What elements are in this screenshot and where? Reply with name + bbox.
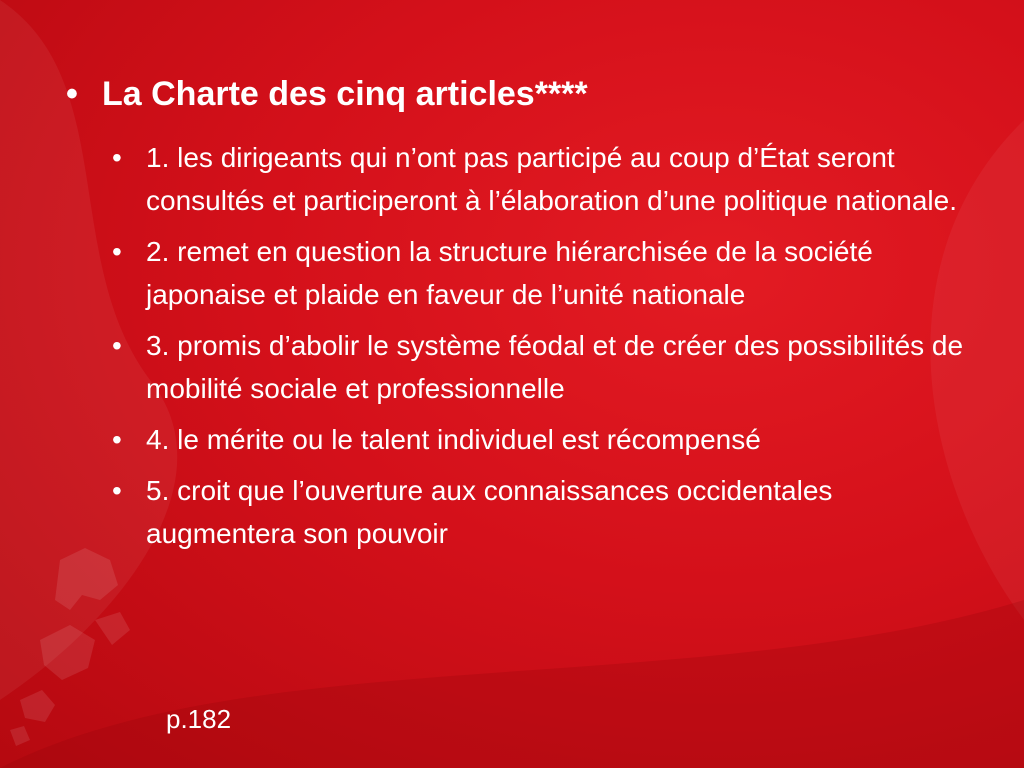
list-item [112, 418, 982, 461]
list-item-text: 2. remet en question la structure hiérarchisée de la société japonaise et plaide en faveur de l’unité nationale [146, 236, 873, 310]
item-bullet: • [112, 424, 122, 455]
list-item [112, 136, 982, 222]
list-item-text: 3. promis d’abolir le système féodal et de créer des possibilités de mobilité sociale et professionnelle [146, 330, 964, 404]
list-item [112, 469, 982, 555]
item-bullet: • [112, 475, 122, 506]
page-reference: p.182 [166, 704, 232, 734]
item-bullet: • [112, 236, 122, 267]
list-item-text: 1. les dirigeants qui n’ont pas participé au coup d’État seront consultés et participeront à l’élaboration d’une politique nationale. [146, 142, 957, 216]
title-text: La Charte des cinq articles**** [102, 75, 588, 113]
item-bullet: • [112, 330, 122, 361]
item-bullet: • [112, 142, 122, 173]
list-item [112, 230, 982, 316]
list-item [112, 324, 982, 410]
title-bullet: • [66, 75, 78, 113]
articles-list [112, 136, 982, 563]
list-item-text: 5. croit que l’ouverture aux connaissances occidentales augmentera son pouvoir [146, 475, 833, 549]
list-item-text: 4. le mérite ou le talent individuel est récompensé [146, 424, 761, 455]
